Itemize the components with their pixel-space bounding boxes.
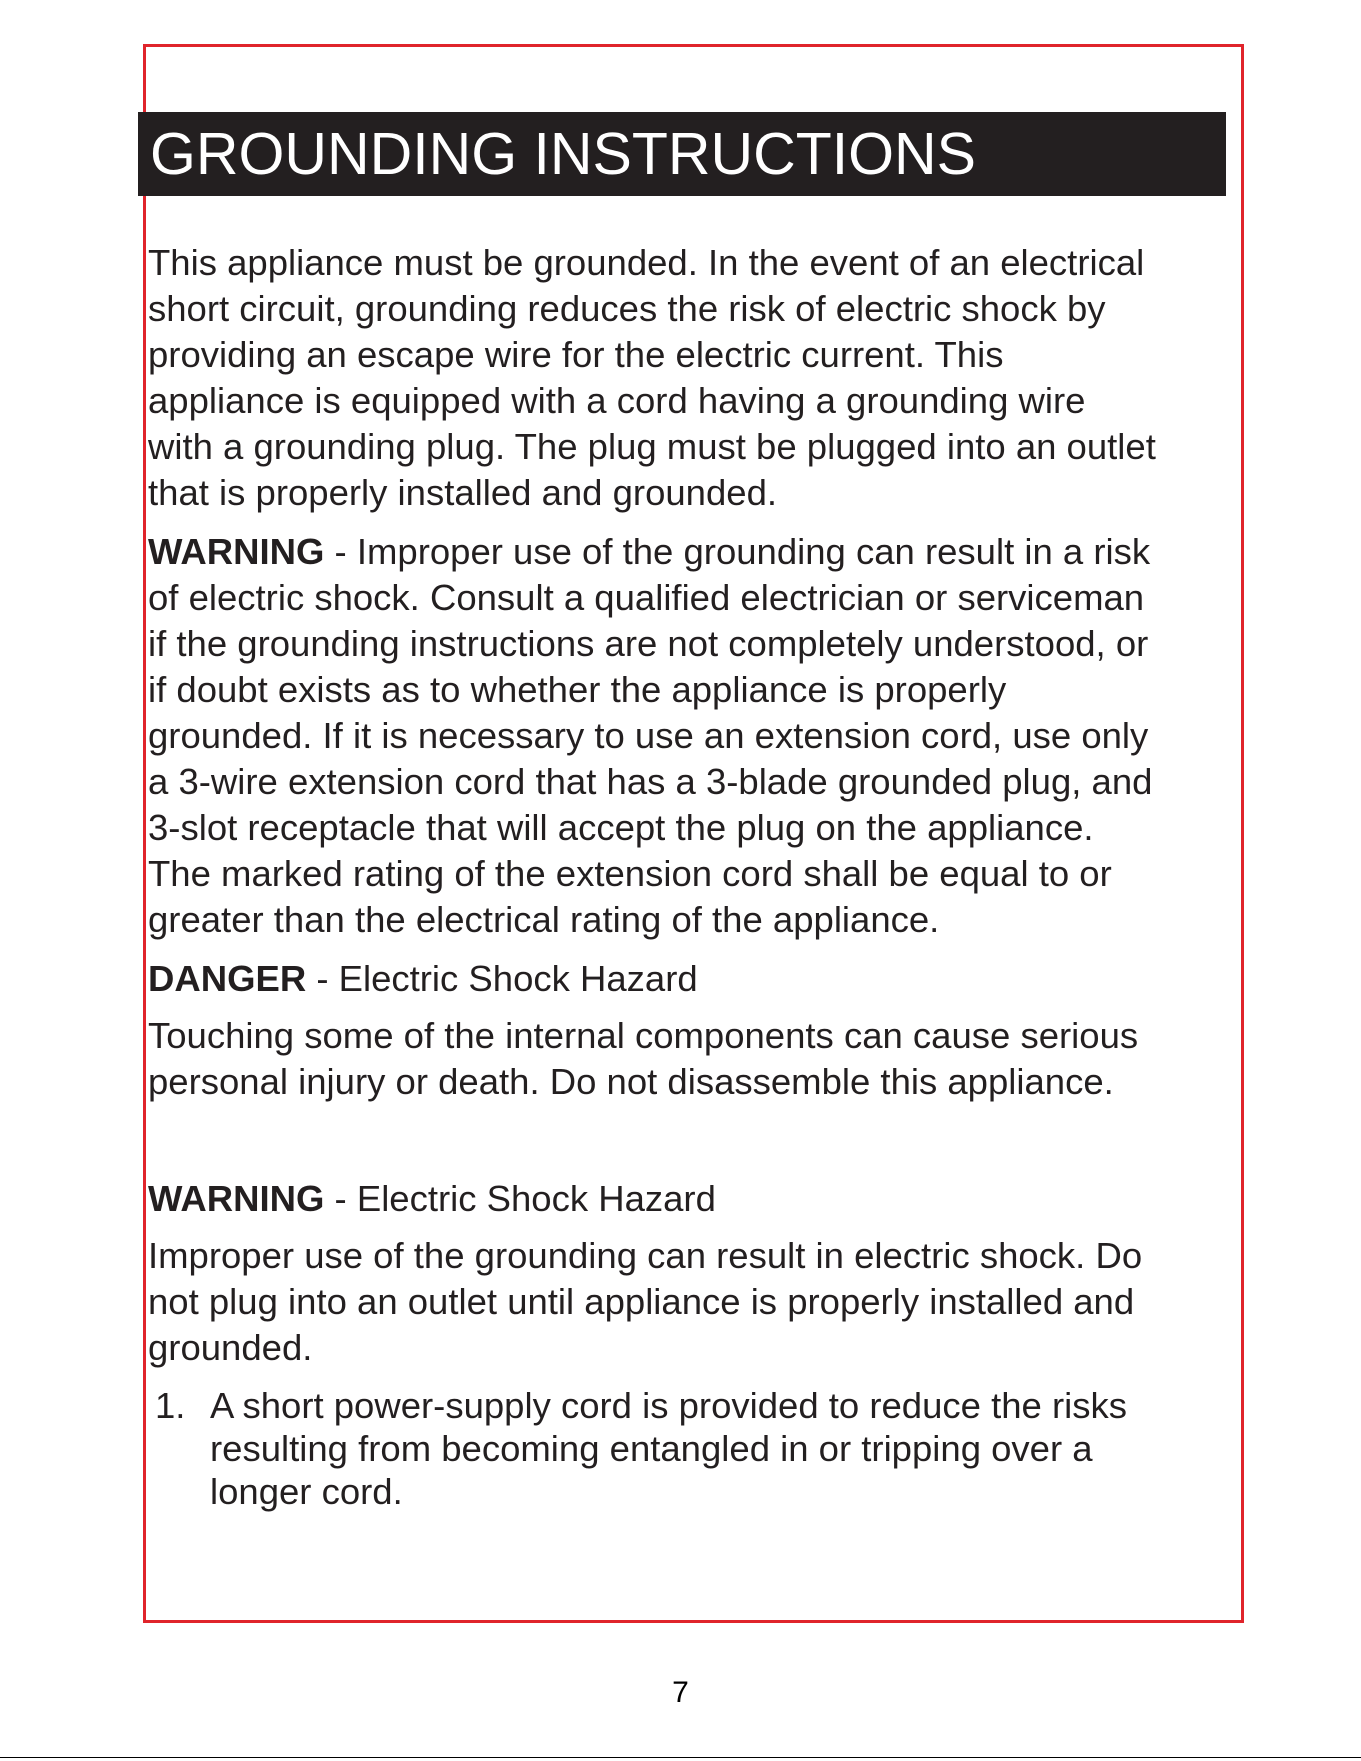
text-line: providing an escape wire for the electric current. This xyxy=(148,334,1004,375)
text-line: This appliance must be grounded. In the event of an electrical xyxy=(148,242,1145,283)
text-line: personal injury or death. Do not disassemble this appliance. xyxy=(148,1061,1114,1102)
text-line: with a grounding plug. The plug must be plugged into an outlet xyxy=(148,426,1156,467)
danger-label: DANGER xyxy=(148,958,307,999)
warning-text: - Improper use of the grounding can result in a risk xyxy=(324,531,1151,572)
text-line: grounded. xyxy=(148,1327,313,1368)
text-line: Improper use of the grounding can result in electric shock. Do xyxy=(148,1235,1143,1276)
text-line: A short power-supply cord is provided to reduce the risks xyxy=(210,1385,1127,1426)
text-line: greater than the electrical rating of the appliance. xyxy=(148,899,940,940)
text-line: a 3-wire extension cord that has a 3-blade grounded plug, and xyxy=(148,761,1153,802)
text-line: Touching some of the internal components can cause serious xyxy=(148,1015,1139,1056)
section-title: GROUNDING INSTRUCTIONS xyxy=(150,121,976,187)
text-line: if the grounding instructions are not completely understood, or xyxy=(148,623,1149,664)
bottom-divider xyxy=(0,1757,1361,1758)
list-item-text xyxy=(210,1384,1127,1513)
section-title-bar xyxy=(138,112,1226,196)
text-line: longer cord. xyxy=(210,1471,403,1512)
text-line: that is properly installed and grounded. xyxy=(148,472,778,513)
page-number: 7 xyxy=(672,1676,689,1709)
text-line: short circuit, grounding reduces the risk of electric shock by xyxy=(148,288,1106,329)
text-line xyxy=(148,529,1233,575)
text-line: resulting from becoming entangled in or tripping over a xyxy=(210,1428,1093,1469)
text-line: not plug into an outlet until appliance is properly installed and xyxy=(148,1281,1135,1322)
warning2-paragraph xyxy=(148,1233,1233,1371)
warning2-label: WARNING xyxy=(148,1178,325,1219)
warning2-heading xyxy=(148,1176,1233,1222)
text-line xyxy=(148,1176,1233,1222)
danger-heading xyxy=(148,956,1233,1002)
warning-label: WARNING xyxy=(148,531,325,572)
warning2-heading-text: - Electric Shock Hazard xyxy=(324,1178,716,1219)
text-line: 3-slot receptacle that will accept the plug on the appliance. xyxy=(148,807,1094,848)
list-item-number: 1. xyxy=(155,1385,186,1426)
warning-paragraph xyxy=(148,529,1233,943)
danger-paragraph xyxy=(148,1013,1233,1105)
danger-heading-text: - Electric Shock Hazard xyxy=(306,958,698,999)
text-line: appliance is equipped with a cord having a grounding wire xyxy=(148,380,1086,421)
text-line: grounded. If it is necessary to use an extension cord, use only xyxy=(148,715,1149,756)
text-line: The marked rating of the extension cord shall be equal to or xyxy=(148,853,1112,894)
text-line: if doubt exists as to whether the appliance is properly xyxy=(148,669,1007,710)
text-line: of electric shock. Consult a qualified electrician or serviceman xyxy=(148,577,1145,618)
text-line xyxy=(148,956,1233,1002)
grounding-paragraph xyxy=(148,240,1233,516)
